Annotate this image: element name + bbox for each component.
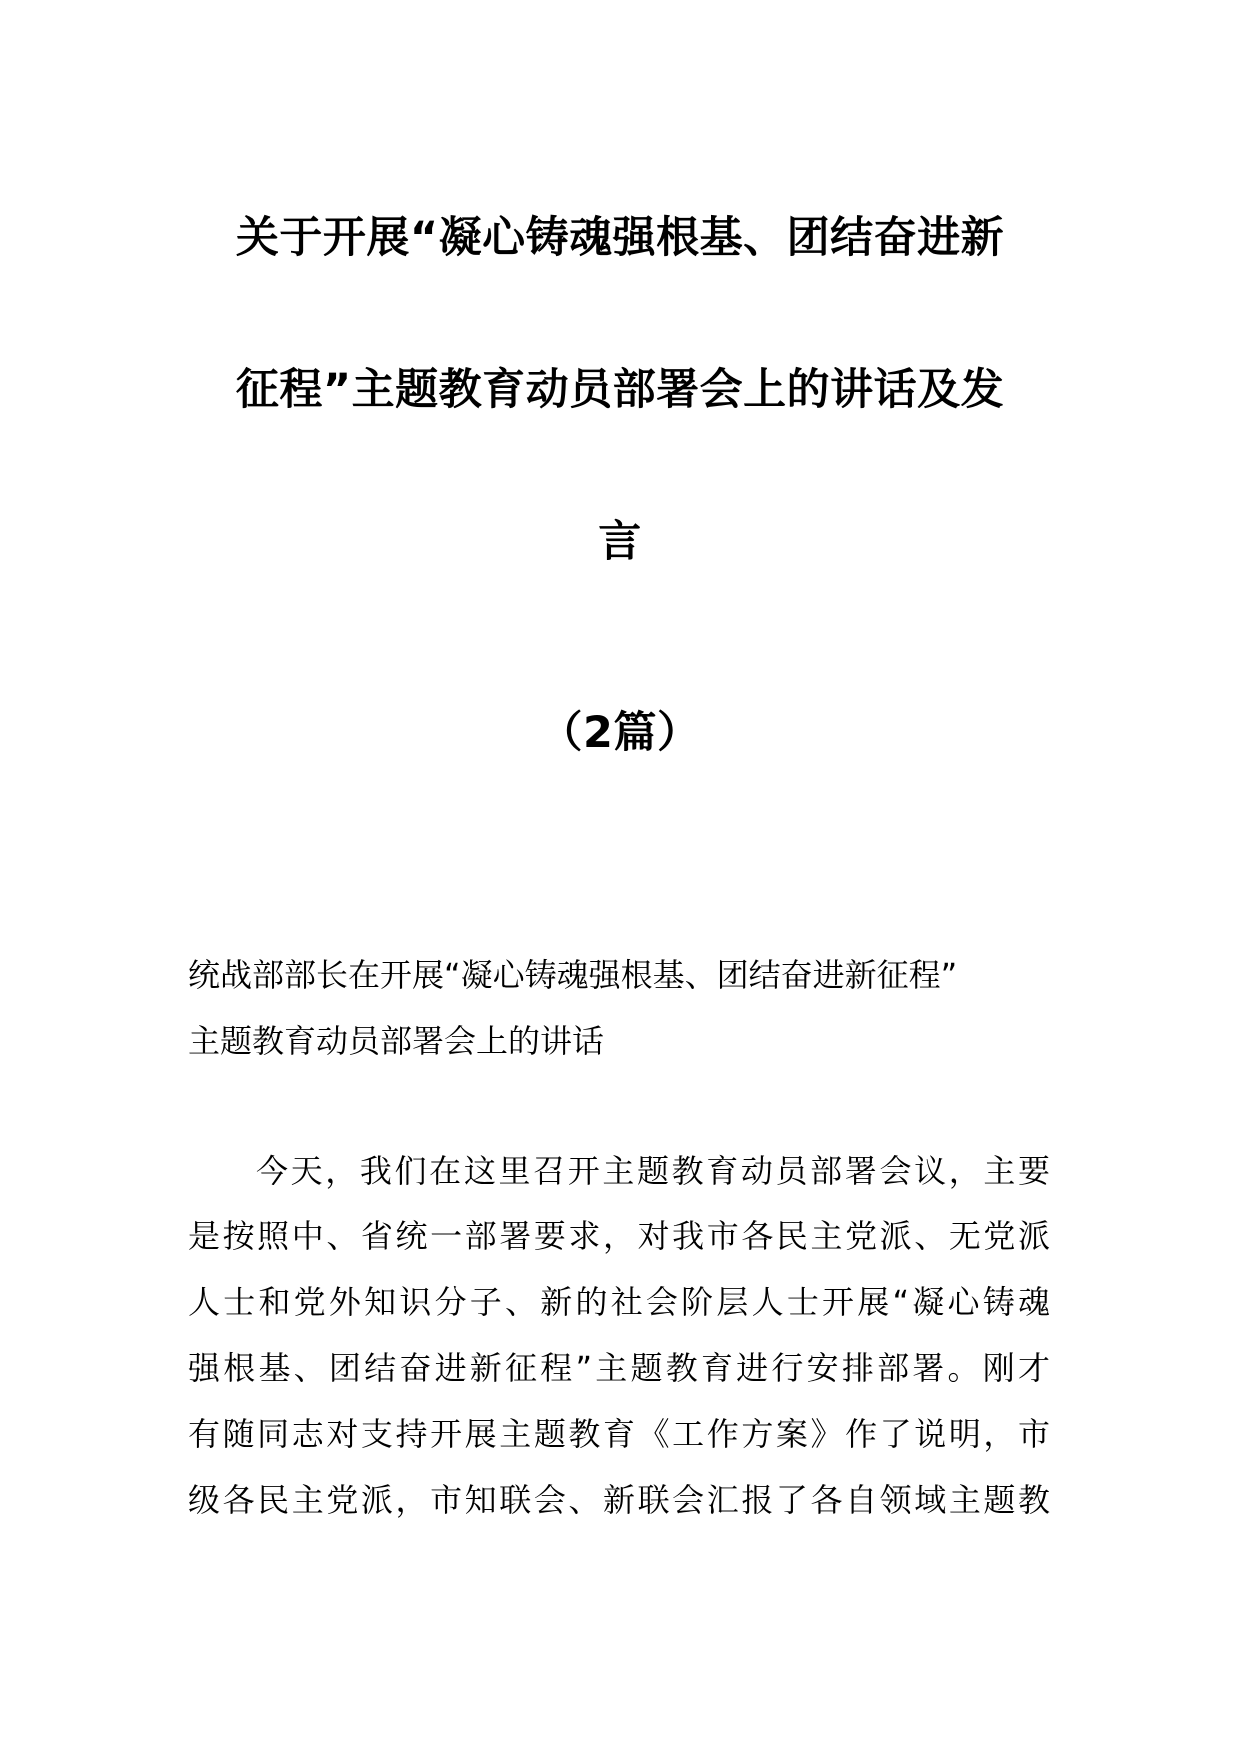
document-count-label: （2篇） <box>539 708 701 758</box>
document-title-line-1: 关于开展“凝心铸魂强根基、团结奋进新 <box>235 213 1005 263</box>
speech-subtitle-line-1: 统战部部长在开展“凝心铸魂强根基、团结奋进新征程” <box>188 956 958 994</box>
paragraph-line-1: 今天，我们在这里召开主题教育动员部署会议，主要 <box>256 1152 1050 1190</box>
document-title-line-2: 征程”主题教育动员部署会上的讲话及发 <box>235 365 1005 415</box>
paragraph-line-6: 级各民主党派，市知联会、新联会汇报了各自领域主题教 <box>188 1481 1050 1519</box>
paragraph-line-5: 有随同志对支持开展主题教育《工作方案》作了说明，市 <box>188 1415 1050 1453</box>
paragraph-line-2: 是按照中、省统一部署要求，对我市各民主党派、无党派 <box>188 1217 1050 1255</box>
speech-subtitle-line-2: 主题教育动员部署会上的讲话 <box>188 1022 605 1060</box>
paragraph-line-4: 强根基、团结奋进新征程”主题教育进行安排部署。刚才 <box>188 1349 1050 1387</box>
paragraph-line-3: 人士和党外知识分子、新的社会阶层人士开展“凝心铸魂 <box>188 1283 1050 1321</box>
document-title-line-3: 言 <box>598 517 642 567</box>
